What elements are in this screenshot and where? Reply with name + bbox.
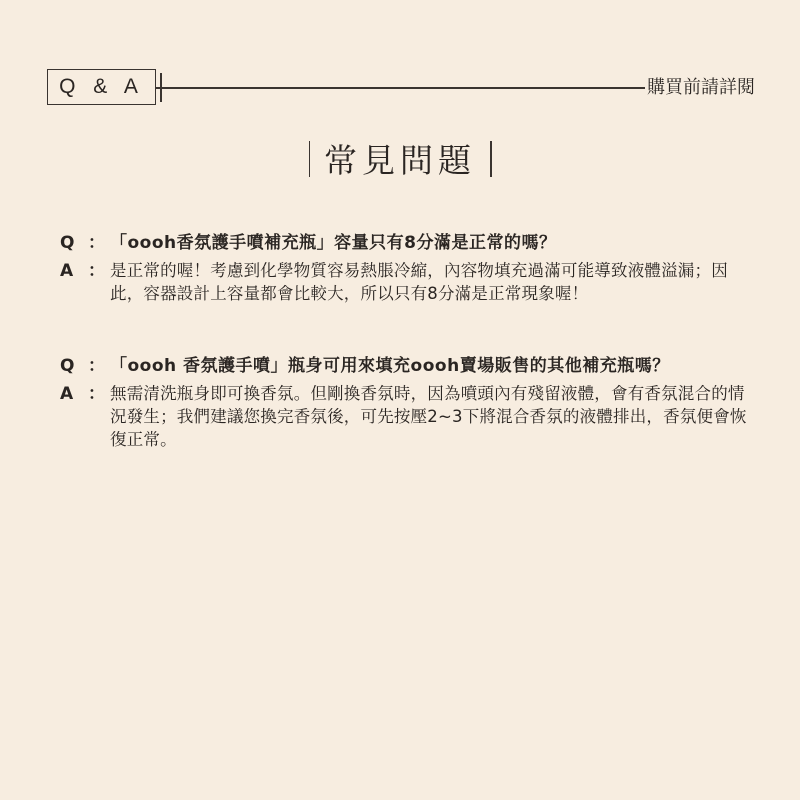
answer-colon: ： [88, 261, 105, 281]
answer-text: 無需清洗瓶身即可換香氛。但剛換香氛時，因為噴頭內有殘留液體，會有香氛混合的情況發生；我們建議您換完香氛後，可先按壓2~3下將混合香氛的液體排出，香氛便會恢復正常。 [110, 384, 747, 449]
question-marker: Q [60, 233, 75, 253]
title-left-bar [309, 141, 311, 177]
question-text: 「oooh 香氛護手噴」瓶身可用來填充oooh賣場販售的其他補充瓶嗎？ [110, 356, 670, 376]
qa-badge-label: Q & A [59, 75, 144, 98]
answer-row [60, 259, 760, 305]
header-bar [47, 69, 755, 109]
question-row [60, 231, 760, 255]
question-text: 「oooh香氛護手噴補充瓶」容量只有8分滿是正常的嗎？ [110, 233, 557, 253]
page-title: 常見問題 [324, 141, 476, 180]
read-before-purchase-notice: 購買前請詳閱 [647, 77, 755, 98]
question-colon: ： [88, 356, 105, 376]
question-row [60, 354, 760, 378]
faq-item [60, 231, 760, 305]
faq-item [60, 354, 760, 451]
answer-colon: ： [88, 384, 105, 404]
answer-row [60, 382, 760, 451]
title-right-bar [490, 141, 492, 177]
question-colon: ： [88, 233, 105, 253]
qa-badge [47, 69, 156, 105]
answer-marker: A [60, 261, 74, 281]
question-marker: Q [60, 356, 75, 376]
section-title [0, 135, 800, 182]
header-divider-line [156, 87, 645, 89]
answer-text: 是正常的喔！考慮到化學物質容易熱脹冷縮，內容物填充過滿可能導致液體溢漏；因此，容器設計上容量都會比較大，所以只有8分滿是正常現象喔！ [110, 261, 728, 303]
answer-marker: A [60, 384, 74, 404]
